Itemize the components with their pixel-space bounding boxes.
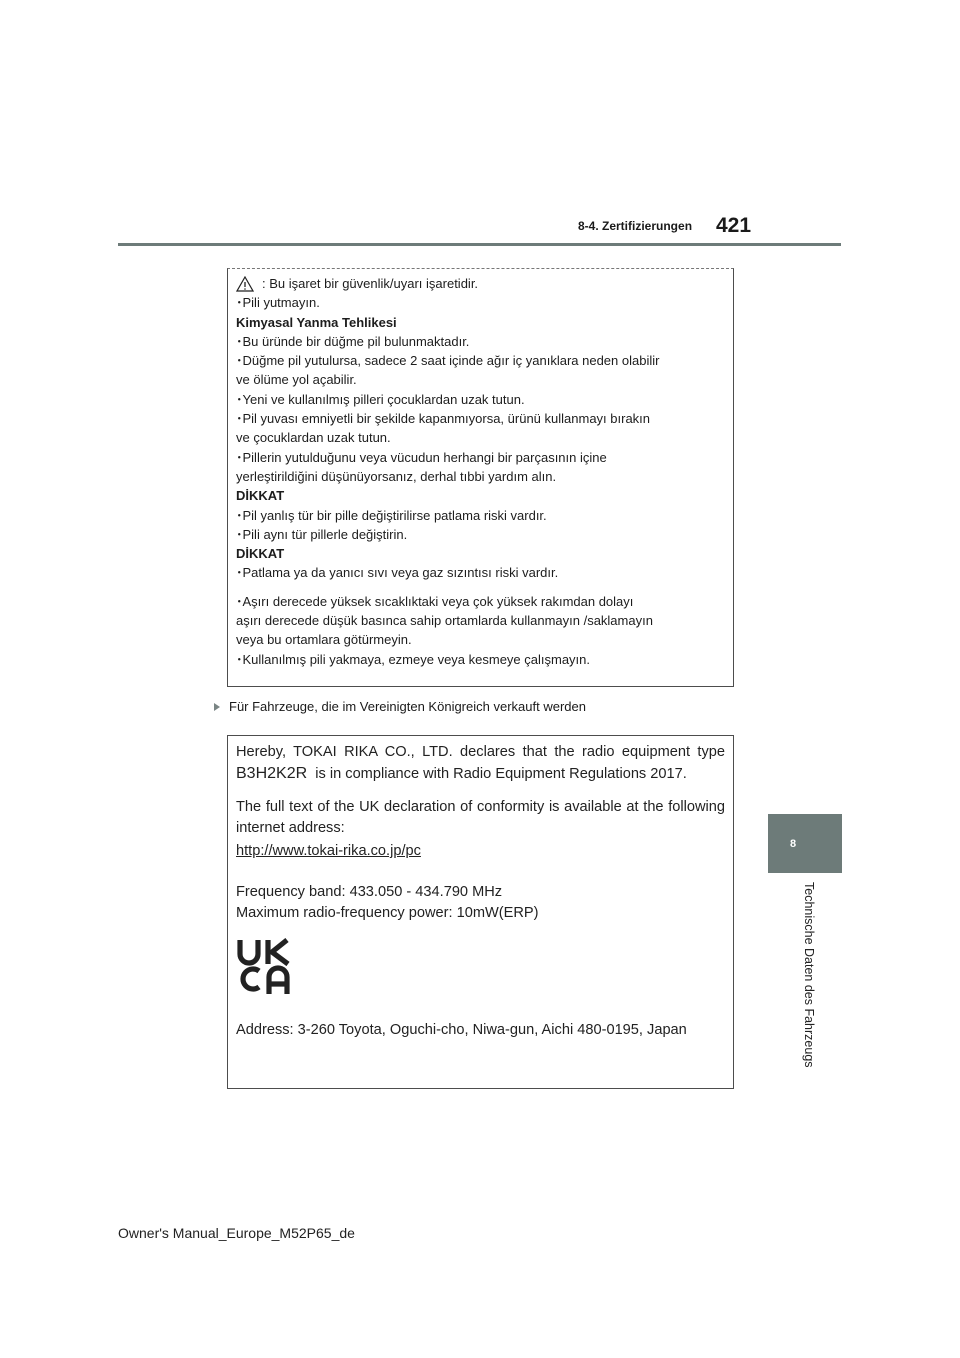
tr-line: ･Aşırı derecede yüksek sıcaklıktaki veya çok yüksek rakımdan dolayı xyxy=(236,593,634,609)
tr-heading: Kimyasal Yanma Tehlikesi xyxy=(236,314,397,330)
chapter-tab[interactable] xyxy=(768,814,842,873)
manufacturer-address: Address: 3-260 Toyota, Oguchi-cho, Niwa-gun, Aichi 480-0195, Japan xyxy=(236,1022,687,1038)
tr-line: ･Pil yuvası emniyetli bir şekilde kapanmıyorsa, ürünü kullanmayı bırakın xyxy=(236,411,651,427)
declaration-text: Hereby, TOKAI RIKA CO., LTD. declares that the radio equipment type xyxy=(236,744,725,760)
uk-intro-text: Für Fahrzeuge, die im Vereinigten Königreich verkauft werden xyxy=(229,699,586,714)
frequency-band: Frequency band: 433.050 - 434.790 MHz xyxy=(236,884,503,900)
declaration-paragraph xyxy=(236,742,725,785)
turkish-warning-box xyxy=(227,268,734,687)
tr-line: ve ölüme yol açabilir. xyxy=(236,372,357,388)
fulltext-paragraph: The full text of the UK declaration of conformity is available at the following internet address: xyxy=(236,799,725,836)
tr-heading: DİKKAT xyxy=(236,546,285,562)
declaration-text-2: is in compliance with Radio Equipment Regulations 2017. xyxy=(315,766,687,782)
tr-line: ･Düğme pil yutulursa, sadece 2 saat içinde ağır iç yanıklara neden olabilir xyxy=(236,353,660,369)
model-code: B3H2K2R xyxy=(236,765,308,782)
tr-line: veya bu ortamlara götürmeyin. xyxy=(236,632,412,648)
section-title: 8-4. Zertifizierungen xyxy=(578,219,693,233)
ukca-mark-logo xyxy=(237,938,293,994)
tr-line: ･Patlama ya da yanıcı sıvı veya gaz sızıntısı riski vardır. xyxy=(236,565,559,581)
max-power: Maximum radio-frequency power: 10mW(ERP) xyxy=(236,905,539,921)
footer-manual-id: Owner's Manual_Europe_M52P65_de xyxy=(118,1225,355,1241)
tr-heading: DİKKAT xyxy=(236,488,285,504)
declaration-url-link[interactable]: http://www.tokai-rika.co.jp/pc xyxy=(236,843,421,859)
uk-declaration-box xyxy=(227,735,734,1089)
spacer xyxy=(236,583,725,592)
warning-sign-text: : Bu işaret bir güvenlik/uyarı işaretidir. xyxy=(262,276,479,291)
tr-line: ･Pillerin yutulduğunu veya vücudun herhangi bir parçasının içine xyxy=(236,449,607,465)
tr-line: ve çocuklardan uzak tutun. xyxy=(236,430,391,446)
tr-line: yerleştirildiğini düşünüyorsanız, derhal tıbbi yardım alın. xyxy=(236,468,557,484)
tr-line: ･Pili yutmayın. xyxy=(236,295,320,311)
bullet-arrow-icon xyxy=(214,703,220,711)
chapter-number: 8 xyxy=(790,838,797,850)
tr-line: ･Yeni ve kullanılmış pilleri çocuklardan uzak tutun. xyxy=(236,391,525,407)
warning-line xyxy=(236,274,725,293)
page-number: 421 xyxy=(716,214,752,237)
header-rule xyxy=(118,243,841,246)
warning-triangle-icon xyxy=(236,276,254,292)
tr-line: ･Pil yanlış tür bir pille değiştirilirse patlama riski vardır. xyxy=(236,507,547,523)
tr-line: ･Kullanılmış pili yakmaya, ezmeye veya kesmeye çalışmayın. xyxy=(236,651,591,667)
tr-line: ･Pili aynı tür pillerle değiştirin. xyxy=(236,526,408,542)
tr-line: aşırı derecede düşük basınca sahip ortamlarda kullanmayın /saklamayın xyxy=(236,613,653,629)
chapter-side-label: Technische Daten des Fahrzeugs xyxy=(802,882,816,1068)
tr-line: ･Bu üründe bir düğme pil bulunmaktadır. xyxy=(236,333,470,349)
uk-section-intro xyxy=(214,699,586,714)
